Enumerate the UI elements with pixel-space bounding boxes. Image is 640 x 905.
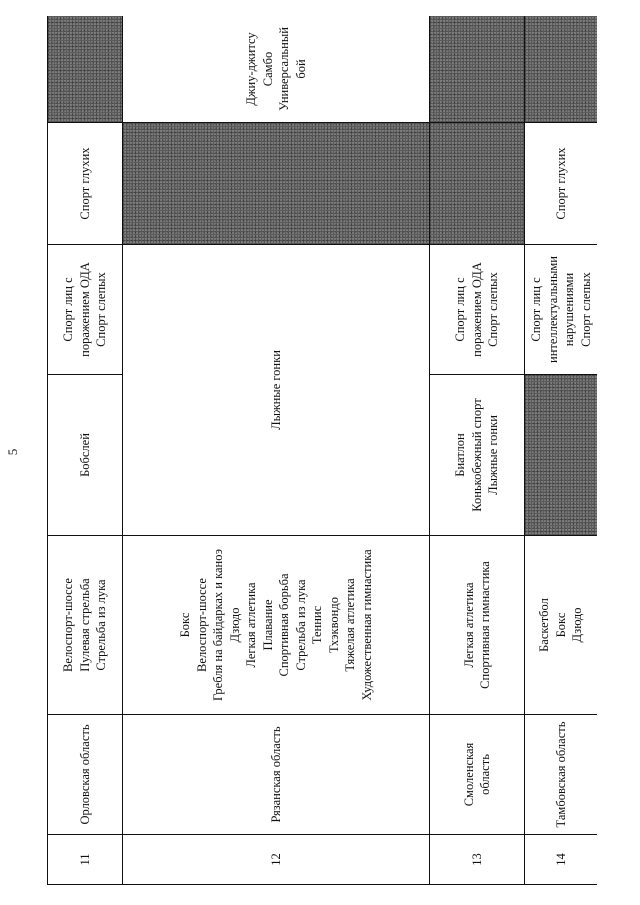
cell-line: Спорт слепых <box>578 272 593 347</box>
shaded-empty-cell <box>430 123 525 245</box>
cell-line: Спорт лиц с поражением ОДА <box>61 262 92 357</box>
adaptive-sports-cell <box>525 245 598 375</box>
row-number-cell: 12 <box>123 835 430 885</box>
cell-line: Тяжелая атлетика <box>343 578 357 672</box>
cell-line: Бокс <box>178 612 192 638</box>
cell-line: Тхэквондо <box>326 597 341 653</box>
region-cell: Смоленская область <box>430 715 525 835</box>
shaded-empty-cell <box>525 16 598 123</box>
cell-line: Конькобежный спорт <box>469 398 484 512</box>
shaded-empty-cell <box>430 16 525 123</box>
cell-line: Теннис <box>310 605 324 645</box>
cell-line: Спорт слепых <box>486 272 501 347</box>
region-cell: Тамбовская область <box>525 715 598 835</box>
cell-line: Гребля на байдарках и каноэ <box>211 548 225 702</box>
cell-line: Велоспорт-шоссе <box>194 578 209 672</box>
cell-line: Стрельба из лука <box>293 579 308 671</box>
row-number-cell: 13 <box>430 835 525 885</box>
deaf-sports-cell <box>48 123 123 245</box>
cell-line: Спортивная гимнастика <box>478 561 492 689</box>
sports-regions-table <box>47 16 597 885</box>
adaptive-sports-cell <box>48 245 123 375</box>
cell-line: Спортивная борьба <box>277 573 291 677</box>
cell-line: Стрельба из лука <box>94 579 109 671</box>
table-row <box>123 16 430 885</box>
cell-line: Дзюдо <box>227 607 242 643</box>
winter-sports-cell <box>123 245 430 536</box>
row-number-cell: 11 <box>48 835 123 885</box>
row-number-cell: 14 <box>525 835 598 885</box>
cell-line: Спорт глухих <box>77 147 92 220</box>
shaded-empty-cell <box>525 375 598 536</box>
rotated-table-frame <box>47 16 597 885</box>
cell-line: Универсальный бой <box>277 27 308 111</box>
region-cell: Орловская область <box>48 715 123 835</box>
table-row <box>525 16 598 885</box>
summer-sports-cell <box>48 536 123 715</box>
cell-line: Лыжные гонки <box>268 350 283 430</box>
summer-sports-cell <box>430 536 525 715</box>
summer-sports-cell <box>525 536 598 715</box>
nonolympic-sports-cell <box>123 16 430 123</box>
cell-line: Легкая атлетика <box>461 582 476 668</box>
page-number: 5 <box>5 448 20 456</box>
winter-sports-cell <box>430 375 525 536</box>
cell-line: Самбо <box>260 51 275 87</box>
adaptive-sports-cell <box>430 245 525 375</box>
cell-line: Легкая атлетика <box>244 582 258 668</box>
cell-line: Художественная гимнастика <box>359 549 374 701</box>
cell-line: Спорт лиц с интеллектуальными нарушениями <box>529 256 576 363</box>
deaf-sports-cell <box>525 123 598 245</box>
shaded-empty-cell <box>123 123 430 245</box>
cell-line: Велоспорт-шоссе <box>61 578 76 672</box>
cell-line: Биатлон <box>453 433 468 477</box>
table-row <box>430 16 525 885</box>
cell-line: Дзюдо <box>570 607 585 643</box>
cell-line: Джиу-джитсу <box>244 32 258 106</box>
summer-sports-cell <box>123 536 430 715</box>
table-row <box>48 16 123 885</box>
cell-line: Спорт глухих <box>553 147 568 220</box>
cell-line: Плавание <box>260 599 275 651</box>
cell-line: Спорт слепых <box>94 272 109 347</box>
shaded-empty-cell <box>48 16 123 123</box>
cell-line: Пулевая стрельба <box>77 578 92 672</box>
winter-sports-cell <box>48 375 123 536</box>
cell-line: Лыжные гонки <box>486 415 501 495</box>
region-cell: Рязанская область <box>123 715 430 835</box>
cell-line: Бокс <box>553 612 568 638</box>
cell-line: Баскетбол <box>537 598 552 652</box>
cell-line: Бобслей <box>77 433 92 477</box>
cell-line: Спорт лиц с поражением ОДА <box>453 262 484 357</box>
rotated-table-layer <box>47 16 597 885</box>
